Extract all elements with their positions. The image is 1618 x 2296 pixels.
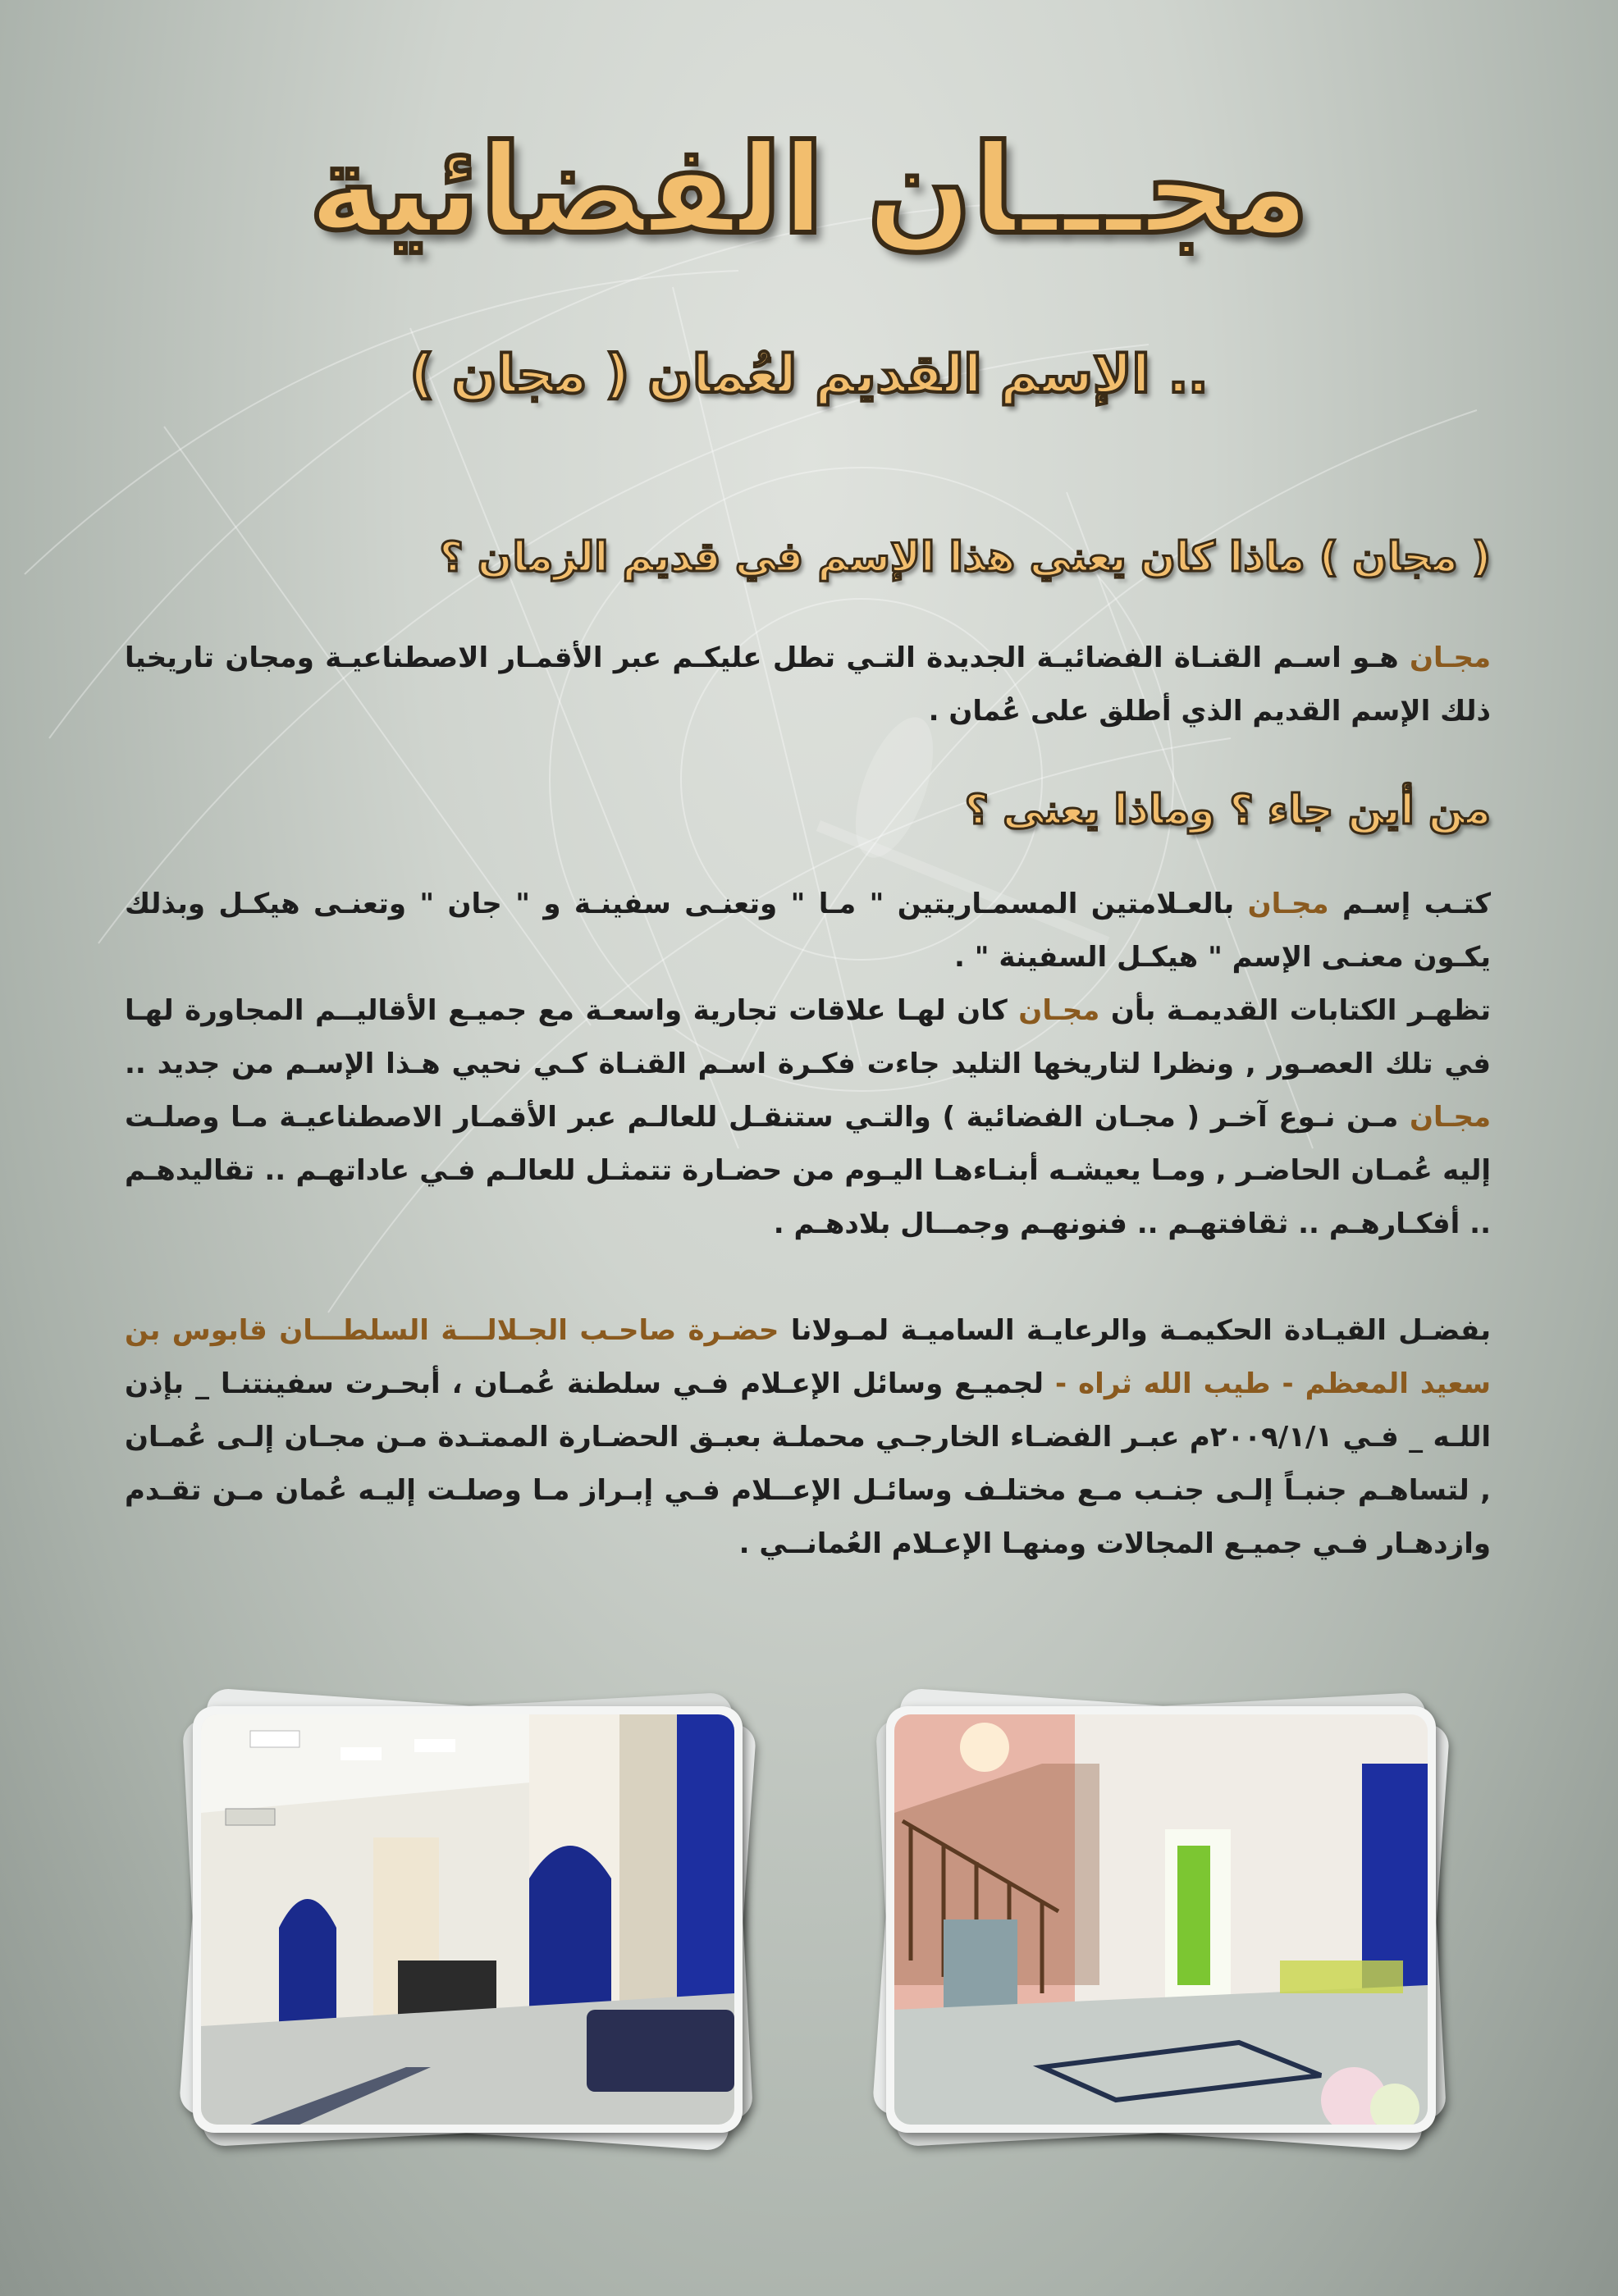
highlight-sultan: حضـرة صاحـب الجـلالـــة السلطـــان قابوس بن سعيد المعظم - طيب الله ثراه - (125, 1314, 1491, 1400)
highlight-magan: مجـان (1410, 641, 1491, 674)
page-title: مجـــان الفضائية (309, 119, 1309, 262)
photo-lobby (886, 1706, 1436, 2133)
section-heading-origin: من أين جاء ؟ وماذا يعنى ؟ (964, 786, 1491, 833)
paragraph-intro-text: هـو اسـم القنـاة الفضائيـة الجديدة التـي تطل عليكـم عبر الأقمـار الاصطناعيـة ومجان تاريخيا ذلك الإسم القديم الذي أطلق على عُمان . (125, 641, 1491, 728)
highlight-magan: مجـان (1410, 1101, 1491, 1134)
paragraph-history: تظهـر الكتابات القديمـة بأن مجـان كان لهـا علاقات تجارية واسعـة مع جميـع الأقاليــم المجاورة لهـا في تلك العصـور , ونظرا لتاريخها التليد جاءت فكـرة اسـم القنـاة كـي نحيي هـذا الإسـم من جديد .. مجـان مـن نـوع آخـر ( مجـان الفضائية ) والتـي ستنقـل للعالـم عبر الأقمـار الاصطناعيـة مـا وصلـت إليه عُمـان الحاضـر , ومـا يعيشـه أبنـاءهـا اليـوم من حضـارة تتمثـل للعالـم فـي عاداتهـم .. تقاليدهـم .. أفكـارهـم .. ثقافتهـم .. فنونهـم وجمــال بلادهـم . (125, 994, 1492, 1240)
paragraph-origin: كتـب إسـم مجـان بالعـلامتين المسمـاريتين " مـا " وتعنـى سفينـة و " جان " وتعنـى هيكـل وبذلك يكـون معنـى الإسم " هيكـل السفينة " . (125, 888, 1491, 974)
lobby-image (894, 1714, 1428, 2125)
highlight-magan: مجـان (1247, 888, 1329, 920)
highlight-magan: مجـان (1018, 994, 1100, 1027)
page-subtitle: ( مجان ) الإسم القديم لعُمان .. (409, 345, 1209, 405)
paragraph-intro (125, 632, 1491, 738)
paragraph-launch: بفضـل القيـادة الحكيمـة والرعايـة الساميـة لمـولانا حضـرة صاحـب الجـلالـــة السلطـــان قابوس بن سعيد المعظم - طيب الله ثراه - لجميـع وسائل الإعـلام فـي سلطنة عُمـان ، أبحـرت سفينتنـا _ بإذن اللـه _ فـي ٢٠٠٩/١/١م عبـر الفضـاء الخارجـي محملـة بعبـق الحضـارة الممتـدة مـن مجـان إلـى عُمـان , لتساهـم جنبـاً إلـى جنـب مـع مختلـف وسائـل الإعــلام فـي إبـراز مـا وصلـت إليـه عُمان مـن تقـدم وازدهـار فـي جميـع المجالات ومنهـا الإعـلام العُمانــي . (125, 1314, 1491, 1560)
photo-hallway (193, 1706, 743, 2133)
section-heading-meaning: ( مجان ) ماذا كان يعني هذا الإسم في قديم الزمان ؟ (439, 533, 1491, 581)
hallway-image (201, 1714, 734, 2125)
